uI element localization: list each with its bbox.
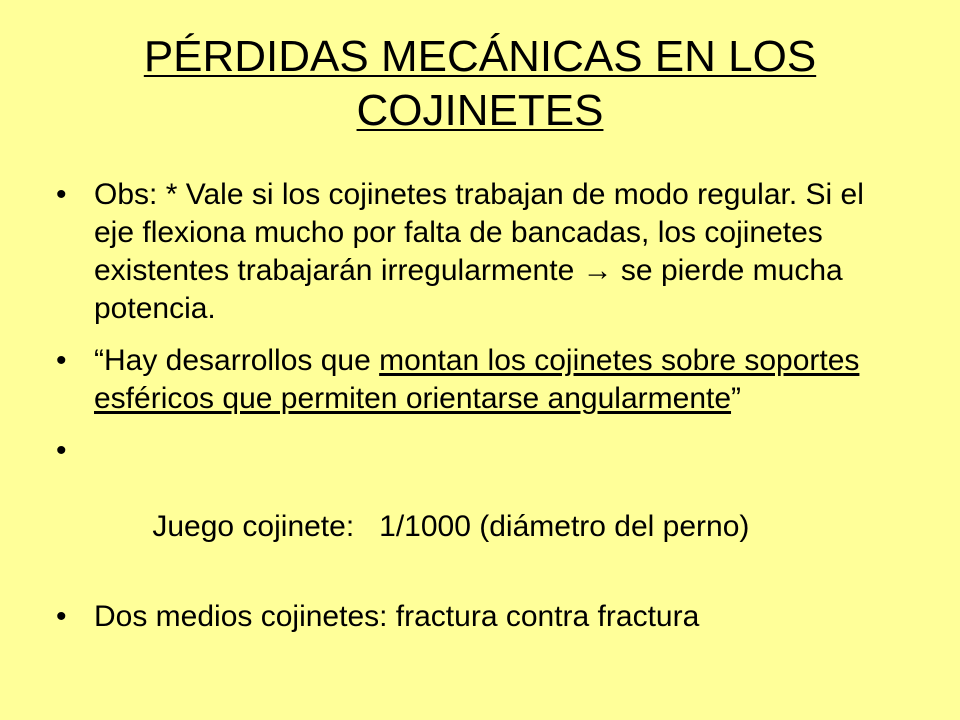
bullet-text: Dos medios cojinetes: fractura contra fractura [94, 600, 700, 633]
bullet-text-suffix: ” [731, 382, 742, 415]
bullet-list [56, 176, 906, 650]
bullet-dot: • [56, 178, 67, 211]
bullet-text: Juego cojinete: 1/1000 (diámetro del perno) [144, 510, 750, 543]
bullet-text-prefix: “Hay desarrollos que [94, 344, 380, 377]
bullet-item-juego [56, 432, 906, 584]
bullet-text: Obs: * Vale si los cojinetes trabajan de modo regular. Si el eje flexiona mucho por falta de bancadas, los cojinetes existentes trabajarán irregularmente → se pierde mucha potencia. [94, 178, 864, 325]
bullet-dot: • [56, 600, 67, 633]
bullet-text-underlined: montan los cojinetes sobre soportes esféricos que permiten orientarse angularmente [94, 344, 860, 415]
bullet-item-medios [56, 598, 906, 636]
slide-title: PÉRDIDAS MECÁNICAS EN LOS COJINETES [143, 32, 817, 135]
bullet-dot: • [56, 434, 67, 467]
bullet-dot: • [56, 344, 67, 377]
bullet-item-observation [56, 176, 906, 328]
bullet-item-desarrollos [56, 342, 906, 418]
